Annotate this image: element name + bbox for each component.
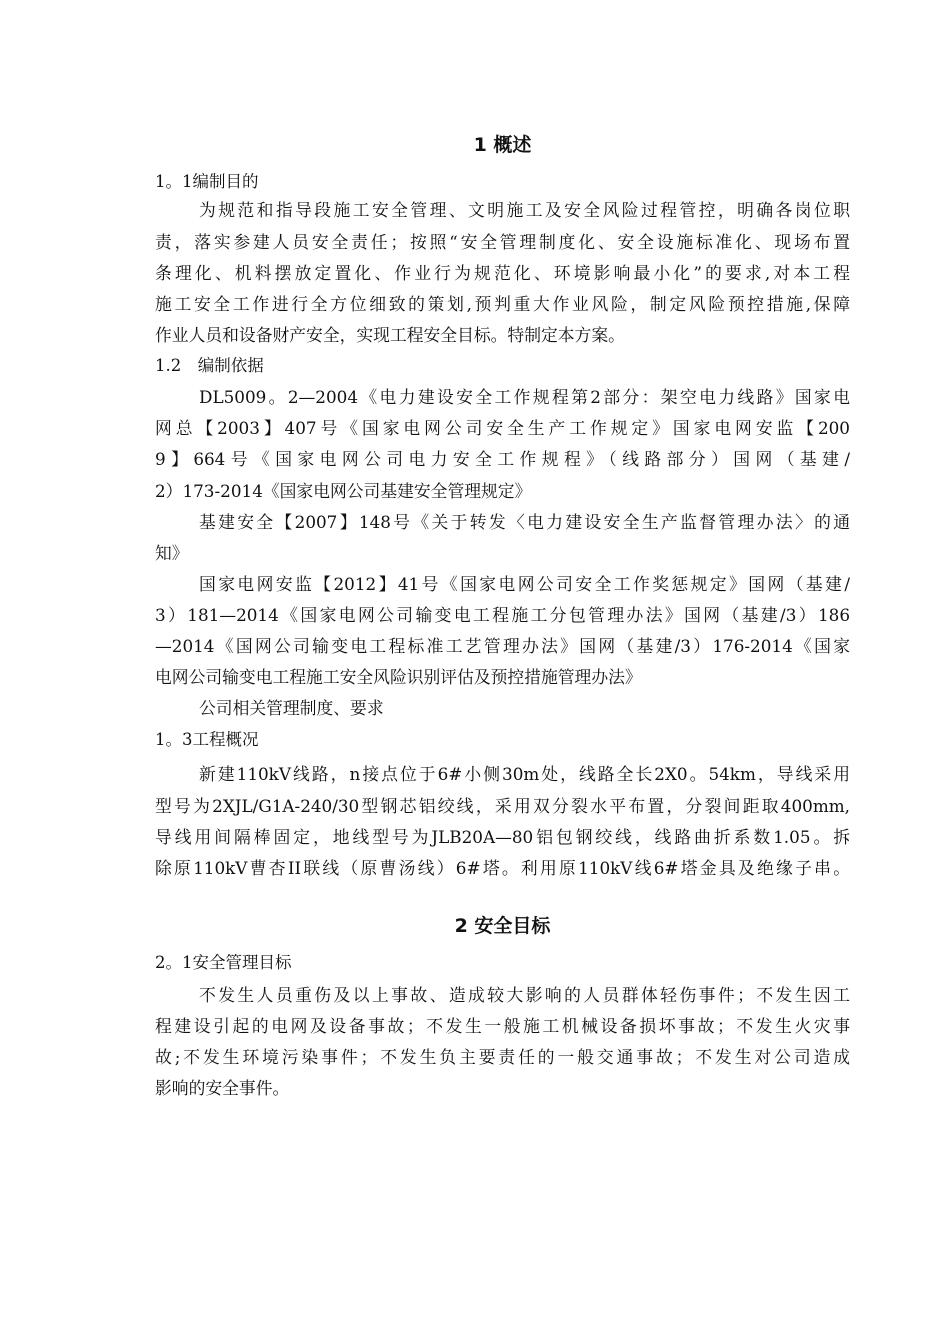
paragraph-line: 知》 <box>155 543 189 563</box>
paragraph-line: 程建设引起的电网及设备事故；不发生一般施工机械设备损坏事故；不发生火灾事 <box>155 1016 850 1036</box>
paragraph-line: 新建110kV线路，n接点位于6#小侧30m处，线路全长2X0。54km，导线采用 <box>199 764 850 784</box>
paragraph-line: —2014《国网公司输变电工程标准工艺管理办法》国网（基建/3）176-2014《国家 <box>155 636 850 656</box>
paragraph-line: 影响的安全事件。 <box>155 1078 290 1098</box>
paragraph-line: DL5009。2—2004《电力建设安全工作规程第2部分：架空电力线路》国家电 <box>199 387 850 407</box>
paragraph-line: 型号为2XJL/G1A-240/30型钢芯铝绞线，采用双分裂水平布置，分裂间距取400mm, <box>155 796 850 816</box>
paragraph-line: 电网公司输变电工程施工安全风险识别评估及预控措施管理办法》 <box>155 667 642 687</box>
paragraph-line: 施工安全工作进行全方位细致的策划,预判重大作业风险，制定风险预控措施,保障 <box>155 294 850 314</box>
paragraph-line: 3）181—2014《国家电网公司输变电工程施工分包管理办法》国网（基建/3）186 <box>155 605 850 625</box>
paragraph-line: 导线用间隔棒固定，地线型号为JLB20A—80铝包钢绞线，线路曲折系数1.05。拆 <box>155 827 850 847</box>
paragraph-line: 条理化、机料摆放定置化、作业行为规范化、环境影响最小化”的要求,对本工程 <box>155 263 850 283</box>
subsection-1-3-heading: 1。3工程概况 <box>155 730 259 749</box>
paragraph-line: 公司相关管理制度、要求 <box>199 698 384 718</box>
paragraph-line: 为规范和指导段施工安全管理、文明施工及安全风险过程管控，明确各岗位职 <box>199 200 850 220</box>
section-1-title: 1 概述 <box>473 134 532 156</box>
subsection-1-1-heading: 1。1编制目的 <box>155 172 259 191</box>
paragraph-line: 作业人员和设备财产安全，实现工程安全目标。特制定本方案。 <box>155 325 625 345</box>
subsection-2-1-heading: 2。1安全管理目标 <box>155 953 292 972</box>
paragraph-line: 国家电网安监【2012】41号《国家电网公司安全工作奖惩规定》国网（基建/ <box>199 574 850 594</box>
subsection-1-2-heading: 1.2 编制依据 <box>155 356 264 375</box>
paragraph-line: 网总【2003】407号《国家电网公司安全生产工作规定》国家电网安监【200 <box>155 418 850 438</box>
paragraph-line: 2）173-2014《国家电网公司基建安全管理规定》 <box>155 481 532 501</box>
paragraph-line: 9】664号《国家电网公司电力安全工作规程》（线路部分）国网（基建/ <box>155 449 850 469</box>
paragraph-line: 责，落实参建人员安全责任；按照“安全管理制度化、安全设施标准化、现场布置 <box>155 232 850 252</box>
paragraph-line: 不发生人员重伤及以上事故、造成较大影响的人员群体轻伤事件；不发生因工 <box>199 985 850 1005</box>
paragraph-line: 基建安全【2007】148号《关于转发〈电力建设安全生产监督管理办法〉的通 <box>199 512 850 532</box>
section-2-title: 2 安全目标 <box>454 915 551 937</box>
paragraph-line: 故;不发生环境污染事件；不发生负主要责任的一般交通事故；不发生对公司造成 <box>155 1047 850 1067</box>
paragraph-line: 除原110kV曹杏II联线（原曹汤线）6#塔。利用原110kV线6#塔金具及绝缘子串。 <box>155 858 850 878</box>
